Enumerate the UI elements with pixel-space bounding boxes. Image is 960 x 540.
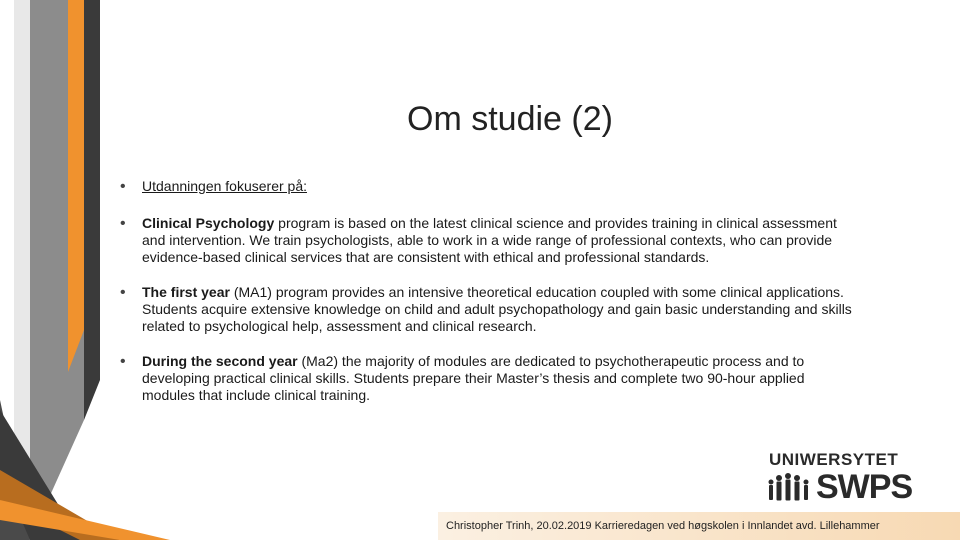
bullet-text: (Ma2) the majority of modules are dedicated to psychotherapeutic process and to developing practical clinical skills. Students prepare their Master’s thesis and complete two 90-hour applied modules that include clinical training. xyxy=(142,353,805,403)
logo-bottom-text: SWPS xyxy=(816,468,913,506)
bullet-dot: • xyxy=(120,178,126,195)
bullet-dot: • xyxy=(120,353,126,370)
people-silhouettes-icon xyxy=(766,470,814,504)
list-item xyxy=(120,215,860,266)
list-item xyxy=(120,353,860,404)
bullet-lead: During the second year xyxy=(142,353,298,369)
list-item xyxy=(120,178,860,195)
bullet-dot: • xyxy=(120,215,126,232)
bullet-lead: The first year xyxy=(142,284,230,300)
university-logo xyxy=(766,450,918,506)
slide-title: Om studie (2) xyxy=(407,100,613,138)
bullet-list xyxy=(120,178,860,422)
list-item xyxy=(120,284,860,335)
bullet-text: (MA1) program provides an intensive theoretical education coupled with some clinical applications. Students acquire extensive knowledge on child and adult psychopathology and gain basic understanding and skills related to psychological help, assessment and clinical research. xyxy=(142,284,852,334)
footer-bar xyxy=(438,512,960,540)
footer-text: Christopher Trinh, 20.02.2019 Karrieredagen ved høgskolen i Innlandet avd. Lillehammer xyxy=(446,520,880,532)
logo-top-text: UNIWERSYTET xyxy=(769,450,899,469)
bullet-text: program is based on the latest clinical science and provides training in clinical assessment and intervention. We train psychologists, able to work in a wide range of professional contexts, who can provide evidence-based clinical services that are consistent with ethical and professional standards. xyxy=(142,215,837,265)
bullet-lead: Clinical Psychology xyxy=(142,215,275,231)
bullet-dot: • xyxy=(120,284,126,301)
bullet-heading: Utdanningen fokuserer på: xyxy=(142,178,307,194)
